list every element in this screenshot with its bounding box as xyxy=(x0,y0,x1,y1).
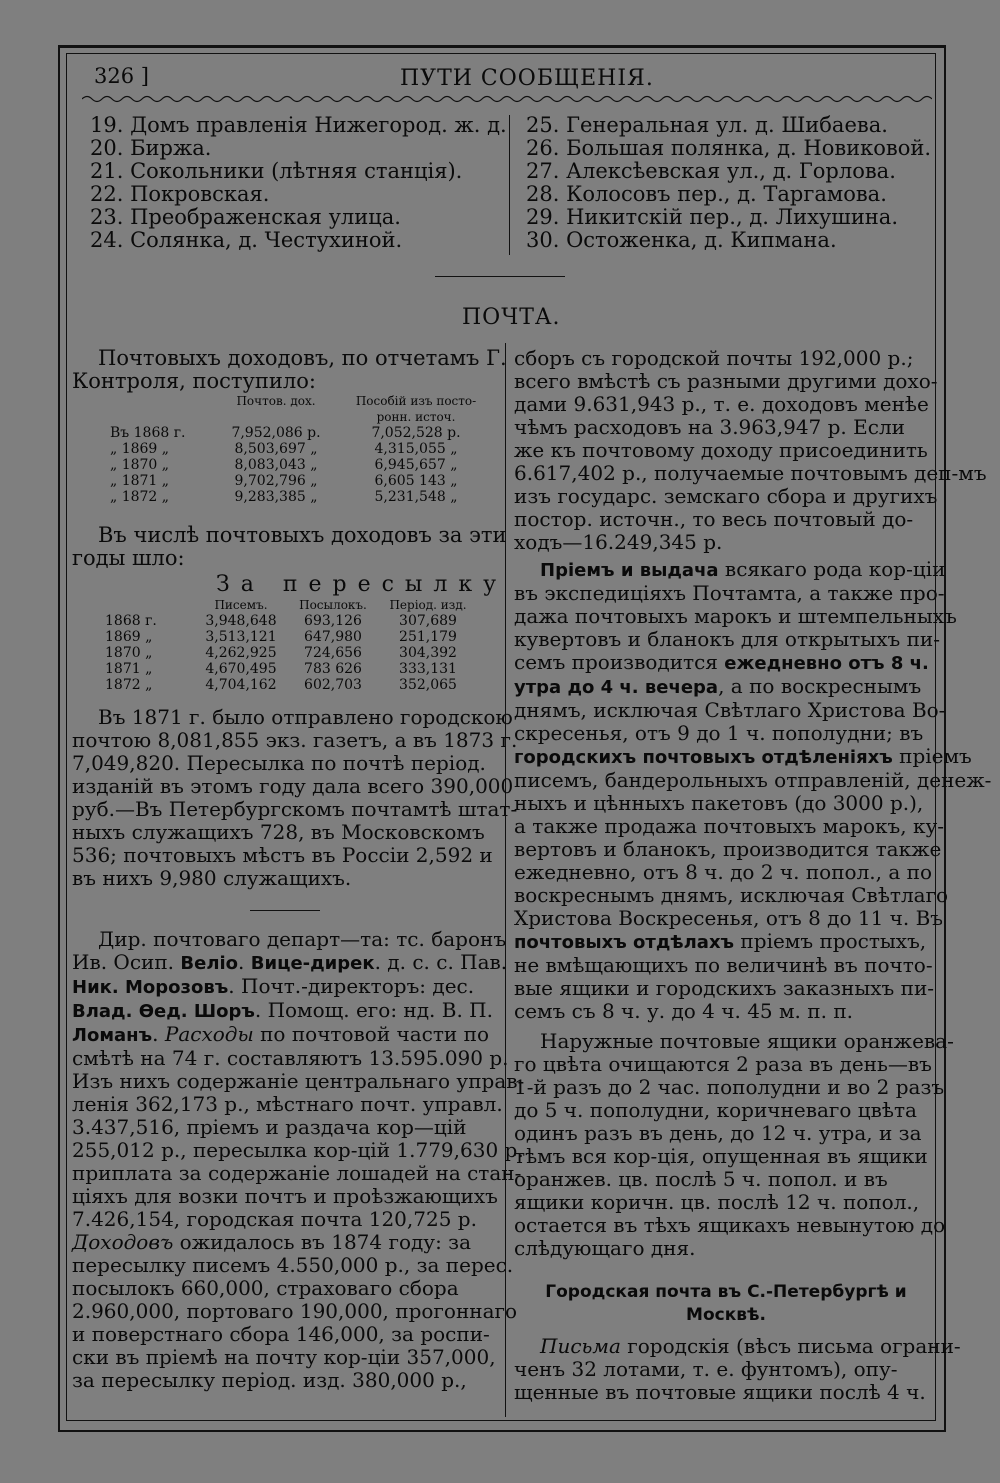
text-line: чѣмъ расходовъ на 3.963,947 р. Если xyxy=(514,415,905,439)
text-line: сборъ съ городской почты 192,000 р.; xyxy=(514,346,914,370)
text-line: Ник. Морозовъ. Почт.-директоръ: дес. xyxy=(72,974,475,998)
list-item: 26. Большая полянка, д. Новиковой. xyxy=(526,136,932,160)
text-line: а также продажа почтовыхъ марокъ, ку- xyxy=(514,814,944,838)
text-line: Ив. Осип. Веліо. Вице-дирек. д. с. с. Пав. xyxy=(72,950,508,974)
section-rule xyxy=(435,276,565,277)
text-line: Христова Воскресенья, отъ 8 до 11 ч. Въ xyxy=(514,906,944,930)
text-line: посылокъ 660,000, страховаго сбора xyxy=(72,1276,459,1300)
intro-paragraph xyxy=(72,347,507,393)
text-line: почтою 8,081,855 экз. газетъ, а въ 1873 г. xyxy=(72,728,518,752)
text-line: ченъ 32 лотами, т. е. фунтомъ), опу- xyxy=(514,1357,898,1381)
list-divider xyxy=(509,115,510,255)
text-line: Въ 1871 г. было отправлено городскою xyxy=(98,705,513,729)
list-item: 25. Генеральная ул. д. Шибаева. xyxy=(526,113,888,137)
list-item: 29. Никитскій пер., д. Лихушина. xyxy=(526,205,899,229)
list-item: 30. Остоженка, д. Кипмана. xyxy=(526,228,837,252)
list-item: 23. Преображенская улица. xyxy=(90,205,401,229)
text-line: всего вмѣстѣ съ разными другими дохо- xyxy=(514,369,938,393)
text-line: Письма городскія (вѣсъ письма ограни- xyxy=(540,1334,961,1358)
text-line: Пріемъ и выдача всякаго рода кор-ціи xyxy=(540,557,946,581)
text-line: смѣтѣ на 74 г. составляютъ 13.595.090 р. xyxy=(72,1046,509,1070)
text-line: Наружные почтовые ящики оранжева- xyxy=(540,1029,954,1053)
list-item: 27. Алексѣевская ул., д. Горлова. xyxy=(526,159,896,183)
text-line: утра до 4 ч. вечера, а по воскреснымъ xyxy=(514,674,922,698)
table-row: 1870 „ 4,262,925 724,656 304,392 xyxy=(105,645,457,661)
subsection-heading: Городская почта въ С.-Петербургѣ и Москвѣ. xyxy=(545,1282,907,1325)
revenue-table xyxy=(110,393,486,505)
table-row: 1871 „ 4,670,495 783 626 333,131 xyxy=(105,661,457,677)
text-line: не вмѣщающихъ по величинѣ въ почто- xyxy=(514,953,933,977)
text-line: приплата за содержаніе лошадей на стан- xyxy=(72,1161,522,1185)
text-line: одинъ разъ въ день, до 12 ч. утра, и за xyxy=(514,1121,922,1145)
text-line: вертовъ и бланокъ, производится также xyxy=(514,837,942,861)
list-item: 28. Колосовъ пер., д. Таргамова. xyxy=(526,182,887,206)
text-line: пересылку писемъ 4.550,000 р., за перес. xyxy=(72,1253,514,1277)
text-line: и поверстнаго сбора 146,000, за роспи- xyxy=(72,1322,490,1346)
text-line: щенные въ почтовые ящики послѣ 4 ч. xyxy=(514,1380,926,1404)
paragraph xyxy=(514,1335,961,1404)
text-line: тѣмъ вся кор-ція, опущенная въ ящики xyxy=(514,1144,928,1168)
list-item: 19. Домъ правленія Нижегород. ж. д. xyxy=(90,113,507,137)
text-line: оранжев. цв. послѣ 5 ч. попол. и въ xyxy=(514,1167,888,1191)
text-line: Контроля, поступило: xyxy=(72,369,316,393)
text-line: Ломанъ. Расходы по почтовой части по xyxy=(72,1022,489,1046)
table-row: „ 1870 „ 8,083,043 „ 6,945,657 „ xyxy=(110,457,458,473)
address-list-right xyxy=(526,114,931,252)
paragraph xyxy=(514,347,987,554)
text-line: годы шло: xyxy=(72,546,185,570)
text-line: руб.—Въ Петербургскомъ почтамтѣ штат- xyxy=(72,797,518,821)
text-line: воскреснымъ днямъ, исключая Свѣтлаго xyxy=(514,883,949,907)
list-item: 20. Биржа. xyxy=(90,136,212,160)
text-line: вые ящики и городскихъ заказныхъ пи- xyxy=(514,976,935,1000)
table-row: „ 1869 „ 8,503,697 „ 4,315,055 „ xyxy=(110,441,458,457)
text-line: ціяхъ для возки почтъ и проѣзжающихъ xyxy=(72,1184,498,1208)
text-line: кувертовъ и бланокъ для открытыхъ пи- xyxy=(514,627,941,651)
text-line: дажа почтовыхъ марокъ и штемпельныхъ xyxy=(514,604,957,628)
table-header: Писемъ. xyxy=(214,598,268,612)
text-line: Влад. Ѳед. Шоръ. Помощ. его: нд. В. П. xyxy=(72,998,493,1022)
text-line: ныхъ служащихъ 728, въ Московскомъ xyxy=(72,820,485,844)
text-line: 1-й разъ до 2 час. пополудни и во 2 разъ xyxy=(514,1075,945,1099)
table-header: ронн. источ. xyxy=(376,410,456,424)
text-line: изданій въ этомъ году дала всего 390,000 xyxy=(72,774,514,798)
text-line: го цвѣта очищаются 2 раза въ день—въ xyxy=(514,1052,932,1076)
table-header: Почтов. дох. xyxy=(236,394,316,408)
text-line: же къ почтовому доходу присоединить xyxy=(514,438,928,462)
text-line: Изъ нихъ содержаніе центральнаго управ- xyxy=(72,1069,525,1093)
text-line: слѣдующаго дня. xyxy=(514,1236,696,1260)
text-line: скресенья, отъ 9 до 1 ч. пополудни; въ xyxy=(514,721,924,745)
text-line: семъ съ 8 ч. у. до 4 ч. 45 м. п. п. xyxy=(514,999,854,1023)
table-row: 1869 „ 3,513,121 647,980 251,179 xyxy=(105,629,457,645)
text-line: изъ государс. земскаго сбора и другихъ xyxy=(514,484,938,508)
table-header: Період. изд. xyxy=(389,598,467,612)
text-line: 7.426,154, городская почта 120,725 р. xyxy=(72,1207,477,1231)
text-line: 3.437,516, пріемъ и раздача кор—цій xyxy=(72,1115,467,1139)
address-list-left xyxy=(90,114,507,252)
section-title: ПОЧТА. xyxy=(462,305,561,330)
text-line: городскихъ почтовыхъ отдѣленіяхъ пріемъ xyxy=(514,744,972,768)
text-line: ежедневно, отъ 8 ч. до 2 ч. попол., а по xyxy=(514,860,933,884)
text-line: въ нихъ 9,980 служащихъ. xyxy=(72,866,352,890)
text-line: въ экспедиціяхъ Почтамта, а также про- xyxy=(514,581,945,605)
page-number: 326 ] xyxy=(94,64,149,88)
text-line: ски въ пріемѣ на почту кор-ціи 357,000, xyxy=(72,1345,496,1369)
text-line: до 5 ч. пополудни, коричневаго цвѣта xyxy=(514,1098,917,1122)
text-line: ящики коричн. цв. послѣ 12 ч. попол., xyxy=(514,1190,920,1214)
text-line: дами 9.631,943 р., т. е. доходовъ менѣе xyxy=(514,392,929,416)
list-item: 22. Покровская. xyxy=(90,182,270,206)
text-line: остается въ тѣхъ ящикахъ невынутою до xyxy=(514,1213,946,1237)
table-row: „ 1872 „ 9,283,385 „ 5,231,548 „ xyxy=(110,489,458,505)
text-line: Почтовыхъ доходовъ, по отчетамъ Г. xyxy=(98,346,507,370)
table-title: За пересылку xyxy=(216,572,508,597)
text-line: 255,012 р., пересылка кор-цій 1.779,630 р. xyxy=(72,1138,524,1162)
text-line: постор. источн., то весь почтовый до- xyxy=(514,507,914,531)
shipment-table xyxy=(105,597,477,693)
paragraph xyxy=(72,928,524,1392)
text-line: ходъ—16.249,345 р. xyxy=(514,530,723,554)
list-item: 21. Сокольники (лѣтняя станція). xyxy=(90,159,463,183)
text-line: Въ числѣ почтовыхъ доходовъ за эти xyxy=(98,523,507,547)
paragraph xyxy=(72,524,507,570)
wavy-rule xyxy=(82,94,932,104)
text-line: Дир. почтоваго департ—та: тс. баронъ xyxy=(98,927,507,951)
text-line: 6.617,402 р., получаемые почтовымъ деп-мъ xyxy=(514,461,987,485)
table-row: 1868 г. 3,948,648 693,126 307,689 xyxy=(105,613,457,629)
running-title: ПУТИ СООБЩЕНІЯ. xyxy=(400,66,654,91)
text-line: почтовыхъ отдѣлахъ пріемъ простыхъ, xyxy=(514,929,927,953)
text-line: 2.960,000, портоваго 190,000, прогоннаго xyxy=(72,1299,518,1323)
table-row: Въ 1868 г. 7,952,086 р. 7,052,528 р. xyxy=(110,425,461,441)
text-line: днямъ, исключая Свѣтлаго Христова Во- xyxy=(514,698,946,722)
text-line: 7,049,820. Пересылка по почтѣ період. xyxy=(72,751,486,775)
table-row: 1872 „ 4,704,162 602,703 352,065 xyxy=(105,677,457,693)
text-line: Доходовъ ожидалось въ 1874 году: за xyxy=(72,1230,471,1254)
text-line: 536; почтовыхъ мѣстъ въ Россіи 2,592 и xyxy=(72,843,493,867)
text-line: ныхъ и цѣнныхъ пакетовъ (до 3000 р.), xyxy=(514,791,924,815)
table-header: Посылокъ. xyxy=(299,598,367,612)
text-line: за пересылку період. изд. 380,000 р., xyxy=(72,1368,467,1392)
list-item: 24. Солянка, д. Честухиной. xyxy=(90,228,403,252)
text-line: семъ производится ежедневно отъ 8 ч. xyxy=(514,650,929,674)
paragraph xyxy=(514,1030,954,1260)
text-line: писемъ, бандерольныхъ отправленій, денеж- xyxy=(514,768,992,792)
section-rule xyxy=(250,910,320,911)
table-header: Пособій изъ посто- xyxy=(355,394,477,408)
paragraph xyxy=(72,706,517,890)
paragraph xyxy=(514,558,991,1023)
text-line: ленія 362,173 р., мѣстнаго почт. управл. xyxy=(72,1092,503,1116)
table-row: „ 1871 „ 9,702,796 „ 6,605 143 „ xyxy=(110,473,458,489)
